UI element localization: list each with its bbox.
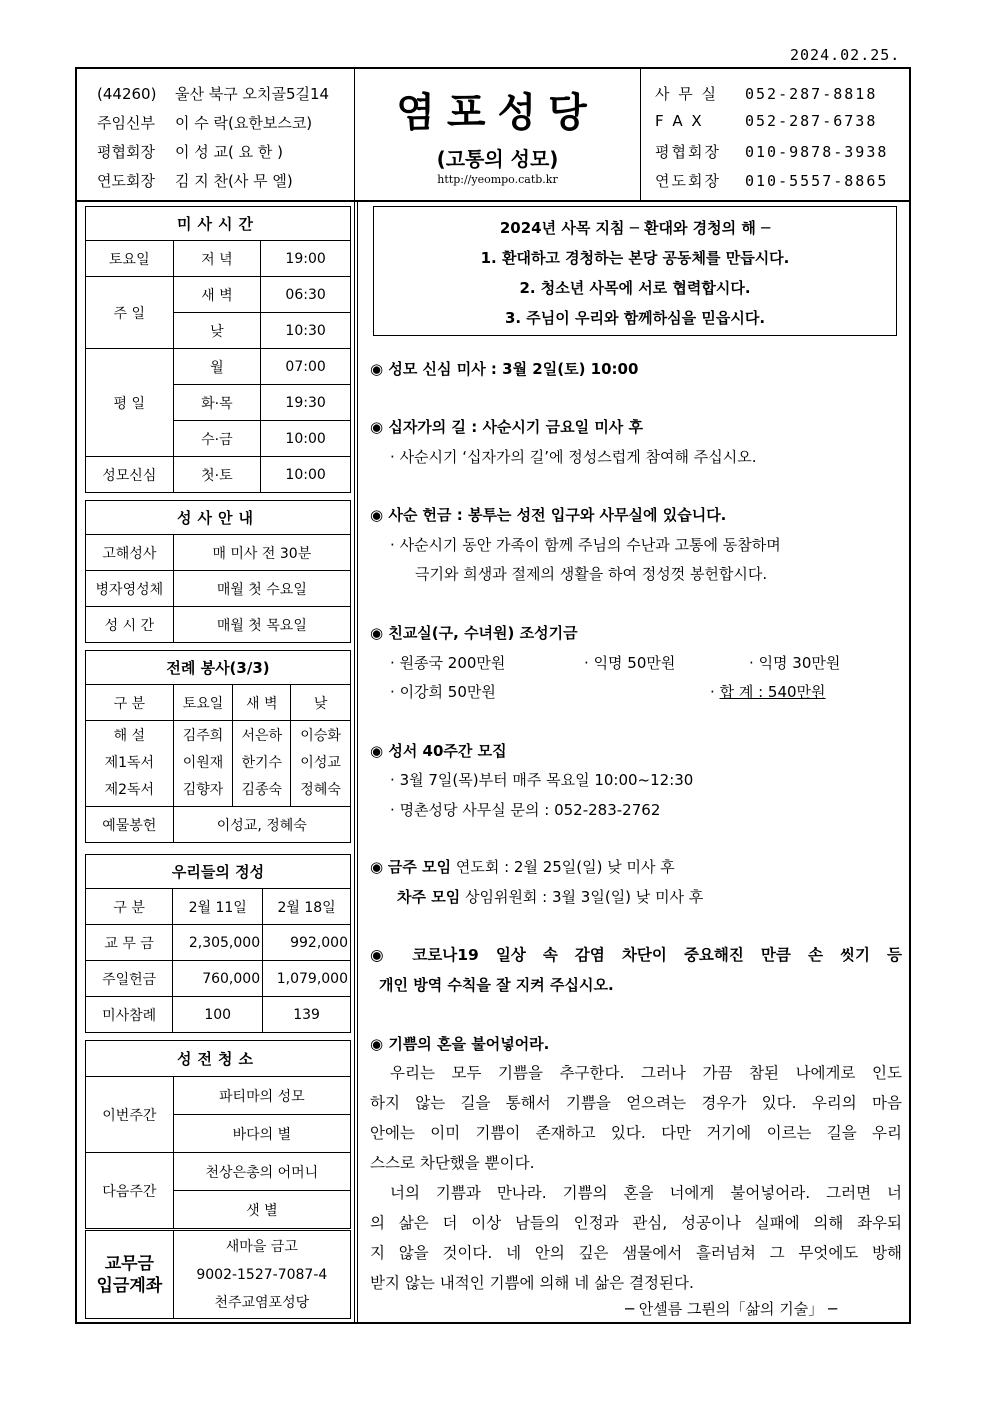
sacrament-table: 성사안내 고해성사 매 미사 전 30분 병자영성체 매월 첫 수요일 성 시 간 매월 첫 목요일 (85, 500, 351, 643)
pastor-row: 주임신부 이 수 락(요한보스코) (97, 114, 313, 132)
mass-times-table: 미사시간 토요일 저 녁 19:00 주 일 새 벽 06:30 낮 10:30 평 일 월 07:00 화·목 19:30 수·금 10:00 성모신심 첫·토 10:00 (85, 206, 351, 493)
header-address-block (77, 69, 355, 200)
account-info: 새마을 금고 9002-1527-7087-4 천주교염포성당 (173, 1231, 350, 1319)
policy-item: 1. 환대하고 경청하는 본당 공동체를 만듭시다. (480, 249, 790, 267)
policy-item: 3. 주님이 우리와 함께하심을 믿읍시다. (504, 309, 766, 327)
header (75, 67, 911, 202)
essay-title: ◉ 기쁨의 혼을 불어넣어라. (370, 1035, 550, 1053)
essay-source: ─ 안셀름 그륀의「삶의 기술」 ─ (625, 1300, 838, 1318)
donation-total: · 합 계 : 540만원 (710, 683, 826, 701)
notice-covid-cont: 개인 방역 수칙을 잘 지켜 주십시오. (379, 976, 614, 994)
fax-row: F A X 052-287-6738 (655, 112, 878, 130)
header-contact-block (641, 69, 909, 200)
notice-marian-mass: ◉ 성모 신심 미사 : 3월 2일(토) 10:00 (370, 360, 639, 378)
cleaning-table: 성전청소 이번주간 파티마의 성모 바다의 별 다음주간 천상은총의 어머니 샛 별 (85, 1040, 351, 1229)
office-phone-row: 사 무 실 052-287-8818 (655, 85, 878, 103)
cleaning-title: 성전청소 (86, 1041, 351, 1077)
essay-line: 받지 않는 내적인 기쁨에 의해 네 삶은 결정된다. (370, 1274, 694, 1292)
notice-meetings-next: 차주 모임 상임위원회 : 3월 3일(일) 낮 미사 후 (397, 888, 704, 906)
sacrament-title: 성사안내 (86, 501, 351, 535)
church-url-link[interactable]: http://yeompo.catb.kr (437, 173, 558, 186)
liturgy-service-table: 전례 봉사(3/3) 구 분 토요일 새 벽 낮 해 설 제1독서 제2독서 김주희 이원재 김향자 서은하 한기수 김종숙 이승화 이성교 정혜숙 예물봉헌 이성교, 정혜숙 (85, 650, 351, 843)
church-subtitle: (고통의 성모) (436, 147, 559, 171)
donor-item: · 이강희 50만원 (390, 683, 496, 701)
notice-meetings: ◉ 금주 모임 연도회 : 2월 25일(일) 낮 미사 후 (370, 858, 675, 876)
notice-bible-detail: · 명촌성당 사무실 문의 : 052-283-2762 (390, 801, 661, 819)
donor-item: · 익명 50만원 (584, 654, 676, 672)
essay-line: 하지 않는 길을 통해서 기쁨을 얻으려는 경우가 있다. 우리의 마음 (370, 1094, 902, 1112)
essay-line: 너의 기쁨과 만나라. 기쁨의 혼을 너에게 불어넣어라. 그러면 너 (390, 1184, 902, 1202)
essay-line: 안에는 이미 기쁨이 존재하고 있다. 다만 거기에 이르는 길을 우리 (370, 1124, 902, 1142)
essay-line: 우리는 모두 기쁨을 추구한다. 그러나 가끔 참된 나에게로 인도 (390, 1064, 902, 1082)
council-phone-row: 평협회장 010-9878-3938 (655, 143, 889, 161)
bulletin-date: 2024.02.25. (790, 46, 901, 64)
essay-line: 지 않을 것이다. 네 안의 깊은 샘물에서 흘러넘쳐 그 무엇에도 방해 (370, 1244, 902, 1262)
policy-title: 2024년 사목 지침 ─ 환대와 경청의 해 ─ (499, 219, 771, 237)
notice-bible-detail: · 3월 7일(목)부터 매주 목요일 10:00~12:30 (390, 771, 694, 789)
yeondo-president-row: 연도회장 김 지 찬(사 무 엘) (97, 172, 293, 190)
essay-line: 의 삶은 더 이상 남들의 인정과 관심, 성공이나 실패에 의해 좌우되 (370, 1214, 902, 1232)
pastoral-policy-box (373, 206, 897, 336)
header-title-block (355, 69, 641, 200)
notice-bible-study: ◉ 성서 40주간 모집 (370, 742, 507, 760)
notice-lent-detail: 극기와 희생과 절제의 생활을 하여 정성껏 봉헌합시다. (415, 565, 768, 583)
notice-stations-of-cross: ◉ 십자가의 길 : 사순시기 금요일 미사 후 (370, 418, 644, 436)
notice-lent-offering: ◉ 사순 헌금 : 봉투는 성전 입구와 사무실에 있습니다. (370, 506, 727, 524)
address-row: (44260) 울산 북구 오치골5길14 (97, 85, 330, 103)
liturgy-title: 전례 봉사(3/3) (86, 651, 351, 685)
notice-fellowship-fund: ◉ 친교실(구, 수녀원) 조성기금 (370, 624, 578, 642)
offerings-title: 우리들의 정성 (86, 855, 351, 889)
notice-stations-detail: · 사순시기 ‘십자가의 길’에 정성스럽게 참여해 주십시오. (390, 448, 757, 466)
column-separator (354, 202, 358, 1322)
notice-lent-detail: · 사순시기 동안 가족이 함께 주님의 수난과 고통에 동참하며 (390, 536, 781, 554)
donor-item: · 원종국 200만원 (390, 654, 506, 672)
account-label: 교무금 입금계좌 (86, 1231, 174, 1319)
offerings-table: 우리들의 정성 구 분 2월 11일 2월 18일 교 무 금 2,305,000 992,000 주일헌금 760,000 1,079,000 미사참례 100 139 (85, 854, 351, 1033)
policy-item: 2. 청소년 사목에 서로 협력합시다. (519, 279, 751, 297)
donor-item: · 익명 30만원 (749, 654, 841, 672)
notice-covid: ◉ 코로나19 일상 속 감염 차단이 중요해진 만큼 손 씻기 등 (370, 946, 902, 964)
church-name: 염포성당 (396, 90, 599, 136)
main-frame (75, 202, 911, 1324)
mass-times-title: 미사시간 (86, 207, 351, 241)
council-president-row: 평협회장 이 성 교( 요 한 ) (97, 143, 283, 161)
yeondo-phone-row: 연도회장 010-5557-8865 (655, 172, 889, 190)
essay-line: 스스로 차단했을 뿐이다. (370, 1154, 535, 1172)
account-table (85, 1230, 351, 1319)
